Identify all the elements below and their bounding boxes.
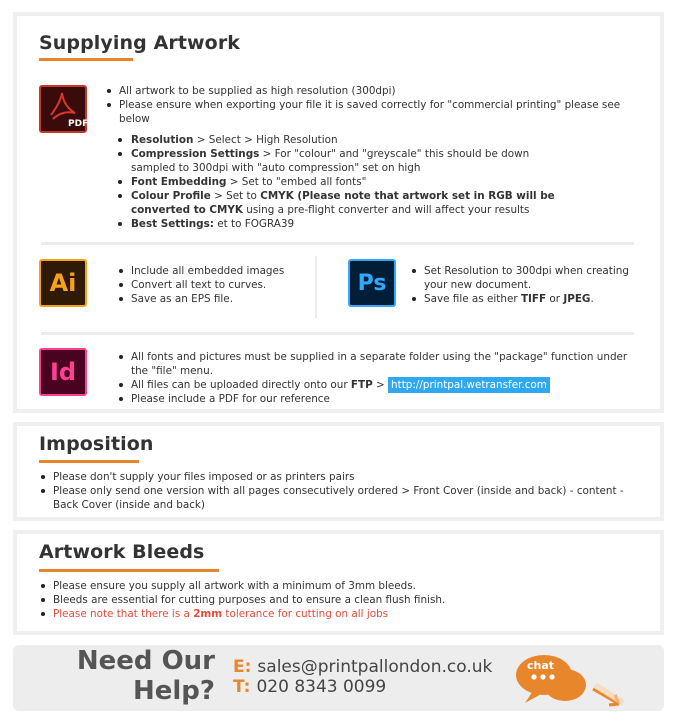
artwork-main-list: [105, 84, 625, 126]
list-item: Compression Settings > For "colour" and "greyscale" this should be down sampled to 300dpi with "auto compression" set on high: [117, 147, 557, 175]
tolerance-note: Please note that there is a 2mm tolerance for cutting on all jobs: [39, 607, 637, 621]
indesign-list: [117, 350, 637, 406]
list-item: Please don't supply your files imposed or as printers pairs: [39, 470, 637, 484]
list-item: Save file as either TIFF or JPEG.: [410, 292, 635, 306]
email-link[interactable]: sales@printpallondon.co.uk: [257, 657, 493, 677]
artwork-bleeds-panel: [13, 530, 664, 635]
section-divider: [41, 242, 634, 245]
email-row: [233, 657, 492, 677]
title-underline: [39, 460, 139, 463]
list-item: All files can be uploaded directly onto our FTP > http://printpal.wetransfer.com: [117, 378, 637, 392]
illustrator-list: [117, 264, 297, 306]
help-footer: [13, 645, 664, 711]
svg-text:PDF: PDF: [68, 119, 89, 129]
list-item: Bleeds are essential for cutting purposes and to ensure a clean flush finish.: [39, 593, 637, 607]
photoshop-list: [410, 264, 635, 306]
list-item: Best Settings: et to FOGRA39: [117, 217, 557, 231]
imposition-list: [39, 470, 637, 512]
photoshop-icon: Ps: [348, 259, 396, 307]
list-item: Font Embedding > Set to "embed all fonts": [117, 175, 557, 189]
supplying-artwork-panel: [13, 12, 664, 413]
list-item: Include all embedded images: [117, 264, 297, 278]
need-our-text: Need Our: [76, 646, 215, 676]
list-item: Resolution > Select > High Resolution: [117, 133, 557, 147]
pdf-icon: [39, 85, 87, 133]
list-item: Colour Profile > Set to CMYK (Please note that artwork set in RGB will be converted to CMYK using a pre-flight converter and will affect your results: [117, 189, 557, 217]
phone-label: T:: [233, 677, 251, 697]
list-item: All artwork to be supplied as high resolution (300dpi): [105, 84, 625, 98]
list-item: Please include a PDF for our reference: [117, 392, 637, 406]
title-underline: [39, 569, 219, 572]
chat-button[interactable]: [513, 649, 638, 709]
help-text: Help?: [133, 676, 215, 706]
illustrator-icon: Ai: [39, 259, 87, 307]
bleeds-list: [39, 579, 637, 621]
vertical-divider: [315, 256, 317, 318]
list-item: Please only send one version with all pages consecutively ordered > Front Cover (inside and back) - content - Back Cover (inside and back): [39, 484, 637, 512]
artwork-bleeds-title: Artwork Bleeds: [39, 541, 205, 563]
chat-icon: [513, 649, 638, 709]
wetransfer-link[interactable]: http://printpal.wetransfer.com: [388, 377, 550, 393]
supplying-artwork-title: Supplying Artwork: [39, 32, 241, 54]
section-divider: [41, 332, 634, 335]
list-item: Please ensure when exporting your file it is saved correctly for "commercial printing" please see below: [105, 98, 625, 126]
list-item: Set Resolution to 300dpi when creating your new document.: [410, 264, 635, 292]
export-settings-list: [117, 133, 557, 231]
title-underline: [39, 58, 133, 61]
list-item: Please ensure you supply all artwork with a minimum of 3mm bleeds.: [39, 579, 637, 593]
list-item: Convert all text to curves.: [117, 278, 297, 292]
imposition-title: Imposition: [39, 433, 154, 455]
list-item: All fonts and pictures must be supplied in a separate folder using the "package" function under the "file" menu.: [117, 350, 637, 378]
list-item: Save as an EPS file.: [117, 292, 297, 306]
chat-label: chat: [527, 659, 555, 672]
imposition-panel: [13, 422, 664, 521]
email-label: E:: [233, 657, 252, 677]
phone-row: [233, 677, 386, 697]
phone-number[interactable]: 020 8343 0099: [256, 677, 387, 697]
indesign-icon: Id: [39, 348, 87, 396]
